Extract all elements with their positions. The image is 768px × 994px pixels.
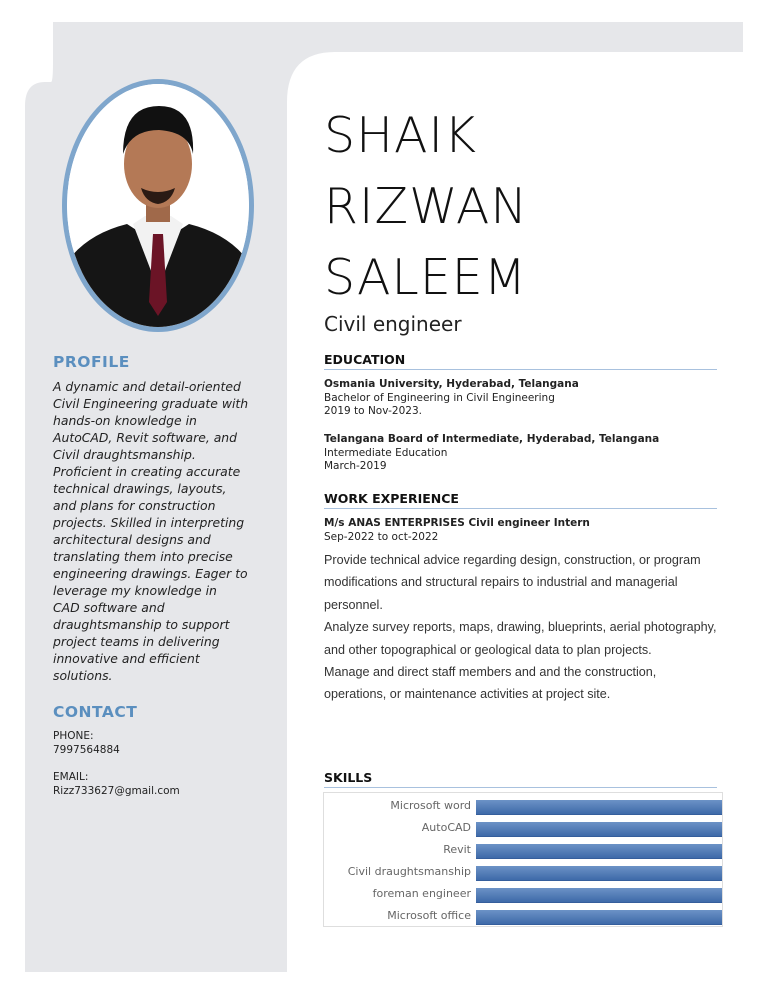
candidate-name (324, 100, 528, 313)
skill-name: Microsoft office (387, 909, 471, 922)
skill-name: Microsoft word (390, 799, 471, 812)
education-heading: EDUCATION (324, 352, 406, 367)
skill-name: AutoCAD (421, 821, 471, 834)
contact-heading: CONTACT (53, 703, 138, 721)
email-address[interactable]: Rizz733627@gmail.com (53, 785, 180, 797)
phone-number[interactable]: 7997564884 (53, 744, 120, 756)
skill-bar (476, 888, 722, 903)
profile-line: AutoCAD, Revit software, and (53, 430, 238, 445)
skill-row (324, 796, 724, 818)
person-portrait-icon (67, 84, 249, 327)
skill-bar (476, 800, 722, 815)
skills-heading: SKILLS (324, 770, 373, 785)
job-description (324, 549, 719, 706)
profile-photo (62, 79, 254, 332)
job-dates: Sep-2022 to oct-2022 (324, 531, 439, 543)
email-label: EMAIL: (53, 771, 89, 783)
job-duty: Provide technical advice regarding design, construction, or program modifications and structural repairs to industrial and managerial personnel. (324, 553, 701, 612)
period: March-2019 (324, 460, 387, 472)
institution: Osmania University, Hyderabad, Telangana (324, 378, 579, 390)
period: 2019 to Nov-2023. (324, 405, 422, 417)
name-line: SALEEM (324, 249, 528, 306)
skill-bar (476, 844, 722, 859)
degree: Bachelor of Engineering in Civil Engineering (324, 391, 555, 404)
profile-line: solutions. (53, 668, 113, 683)
profile-line: innovative and efficient (53, 651, 200, 666)
education-entry (324, 378, 579, 419)
profile-line: Civil draughtsmanship. (53, 447, 196, 462)
section-divider (324, 508, 717, 509)
skill-name: foreman engineer (372, 887, 471, 900)
profile-heading: PROFILE (53, 353, 130, 371)
skill-name: Civil draughtsmanship (347, 865, 471, 878)
degree: Intermediate Education (324, 446, 448, 459)
phone-label: PHONE: (53, 730, 94, 742)
skill-bar (476, 822, 722, 837)
institution: Telangana Board of Intermediate, Hyderabad, Telangana (324, 433, 660, 445)
profile-line: translating them into precise (53, 549, 233, 564)
profile-line: and plans for construction (53, 498, 216, 513)
job-duty: Analyze survey reports, maps, drawing, blueprints, aerial photography, and other topographical or geological data to plan projects. (324, 620, 717, 657)
job-title: M/s ANAS ENTERPRISES Civil engineer Intern (324, 517, 590, 529)
section-divider (324, 369, 717, 370)
skill-row (324, 906, 724, 928)
skill-row (324, 884, 724, 906)
profile-summary (53, 378, 271, 684)
profile-line: technical drawings, layouts, (53, 481, 227, 496)
work-heading: WORK EXPERIENCE (324, 491, 459, 506)
skill-row (324, 862, 724, 884)
profile-line: Civil Engineering graduate with (53, 396, 249, 411)
profile-line: projects. Skilled in interpreting (53, 515, 245, 530)
skill-row (324, 840, 724, 862)
skill-bar (476, 910, 722, 925)
skill-row (324, 818, 724, 840)
name-line: RIZWAN (324, 178, 529, 235)
profile-line: leverage my knowledge in (53, 583, 217, 598)
education-entry (324, 433, 659, 474)
job-role: Civil engineer (324, 312, 462, 336)
profile-line: hands-on knowledge in (53, 413, 197, 428)
section-divider (324, 787, 717, 788)
skill-name: Revit (443, 843, 471, 856)
profile-line: A dynamic and detail-oriented (53, 379, 241, 394)
name-line: SHAIK (324, 107, 478, 164)
profile-line: CAD software and (53, 600, 165, 615)
job-duty: Manage and direct staff members and and the construction, operations, or maintenance activities at project site. (324, 665, 657, 702)
skill-bar (476, 866, 722, 881)
profile-line: project teams in delivering (53, 634, 220, 649)
profile-line: draughtsmanship to support (53, 617, 230, 632)
skills-chart (323, 792, 723, 927)
profile-line: architectural designs and (53, 532, 211, 547)
profile-line: engineering drawings. Eager to (53, 566, 248, 581)
profile-line: Proficient in creating accurate (53, 464, 241, 479)
